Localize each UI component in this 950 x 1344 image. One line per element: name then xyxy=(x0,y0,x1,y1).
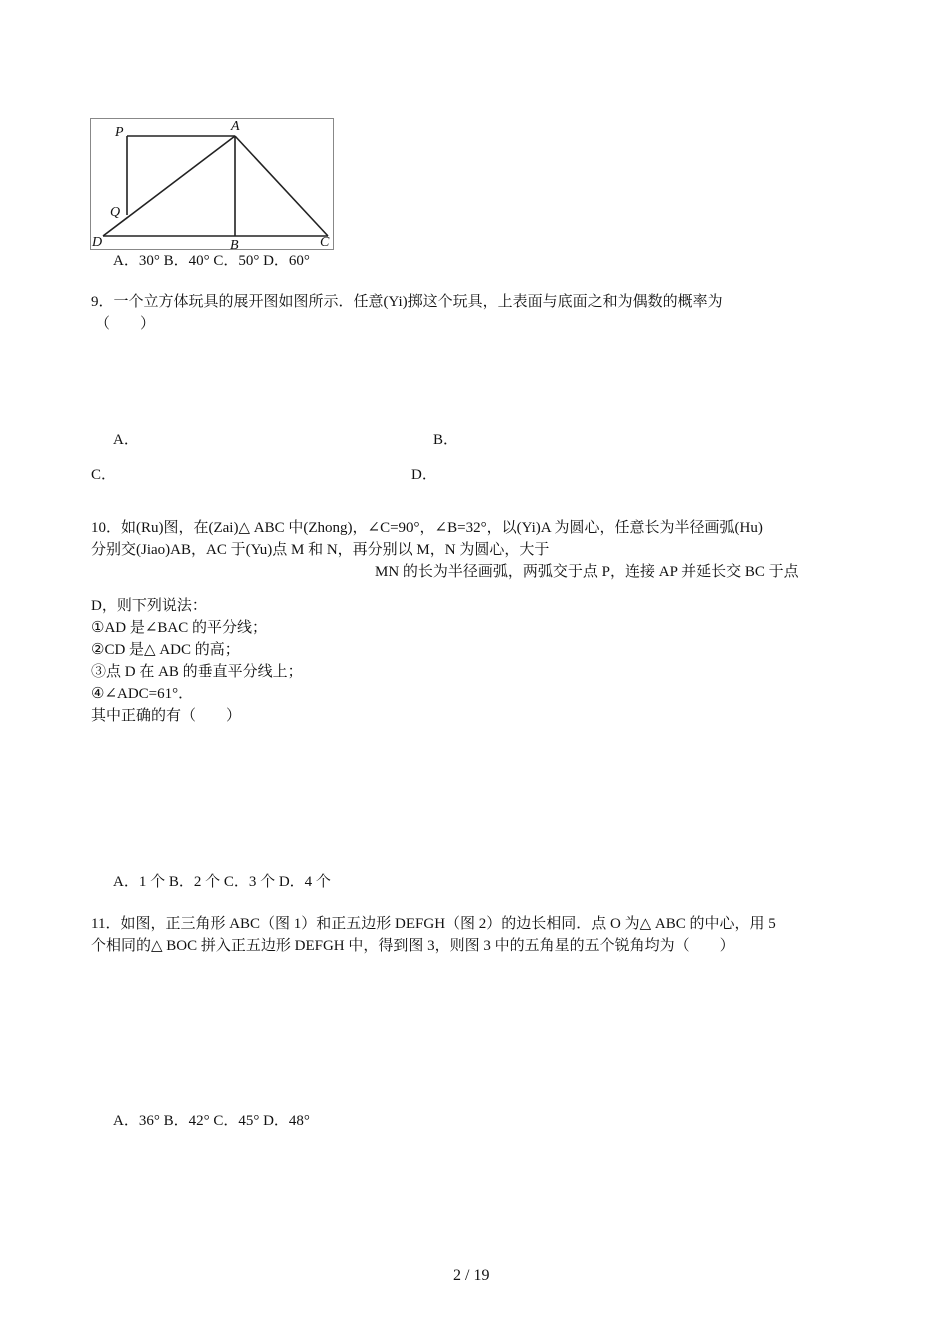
q8-figure xyxy=(90,118,334,250)
q8-geometry-diagram xyxy=(90,118,334,250)
q10-item4: ④∠ADC=61°． xyxy=(91,686,194,702)
q10-line1: 10．如(Ru)图，在(Zai)△ ABC 中(Zhong)，∠C=90°，∠B=32°，以(Yi)A 为圆心，任意长为半径画弧(Hu) xyxy=(91,520,763,536)
q9-stem-line1: 9．一个立方体玩具的展开图如图所示．任意(Yi)掷这个玩具，上表面与底面之和为偶数的概率为 xyxy=(91,294,723,310)
q8-options: A．30° B．40° C．50° D．60° xyxy=(113,253,310,269)
q9-stem-line2: （ ） xyxy=(95,316,156,332)
q10-line2: 分别交(Jiao)AB，AC 于(Yu)点 M 和 N，再分别以 M，N 为圆心，大于 xyxy=(91,542,550,558)
segment-AC xyxy=(235,136,328,236)
q10-options: A．1 个 B．2 个 C．3 个 D．4 个 xyxy=(113,874,331,890)
q9-option-d: D． xyxy=(411,467,437,483)
label-C: C xyxy=(320,235,330,250)
segment-DA xyxy=(103,136,235,236)
q10-item1: ①AD 是∠BAC 的平分线； xyxy=(91,620,268,636)
q10-question: 其中正确的有（ ） xyxy=(91,708,242,724)
q10-item3: ③点 D 在 AB 的垂直平分线上； xyxy=(91,664,303,680)
label-A: A xyxy=(231,119,240,134)
q10-item2: ②CD 是△ ADC 的高； xyxy=(91,642,240,658)
q9-option-c: C． xyxy=(91,467,117,483)
q10-line4: D，则下列说法： xyxy=(91,598,207,614)
q11-line2: 个相同的△ BOC 拼入正五边形 DEFGH 中，得到图 3，则图 3 中的五角星的五个锐角均为（ ） xyxy=(91,938,735,954)
page-number: 2 / 19 xyxy=(453,1267,490,1284)
q11-line1: 11．如图，正三角形 ABC（图 1）和正五边形 DEFGH（图 2）的边长相同．点 O 为△ ABC 的中心，用 5 xyxy=(91,916,776,932)
q11-options: A．36° B．42° C．45° D．48° xyxy=(113,1113,310,1129)
label-Q: Q xyxy=(110,205,121,220)
label-P: P xyxy=(115,125,124,140)
q10-line3: MN 的长为半径画弧，两弧交于点 P，连接 AP 并延长交 BC 于点 xyxy=(375,564,799,580)
q9-option-b: B． xyxy=(433,432,459,448)
q9-option-a: A． xyxy=(113,432,139,448)
label-D: D xyxy=(92,235,103,250)
label-B: B xyxy=(230,238,239,250)
